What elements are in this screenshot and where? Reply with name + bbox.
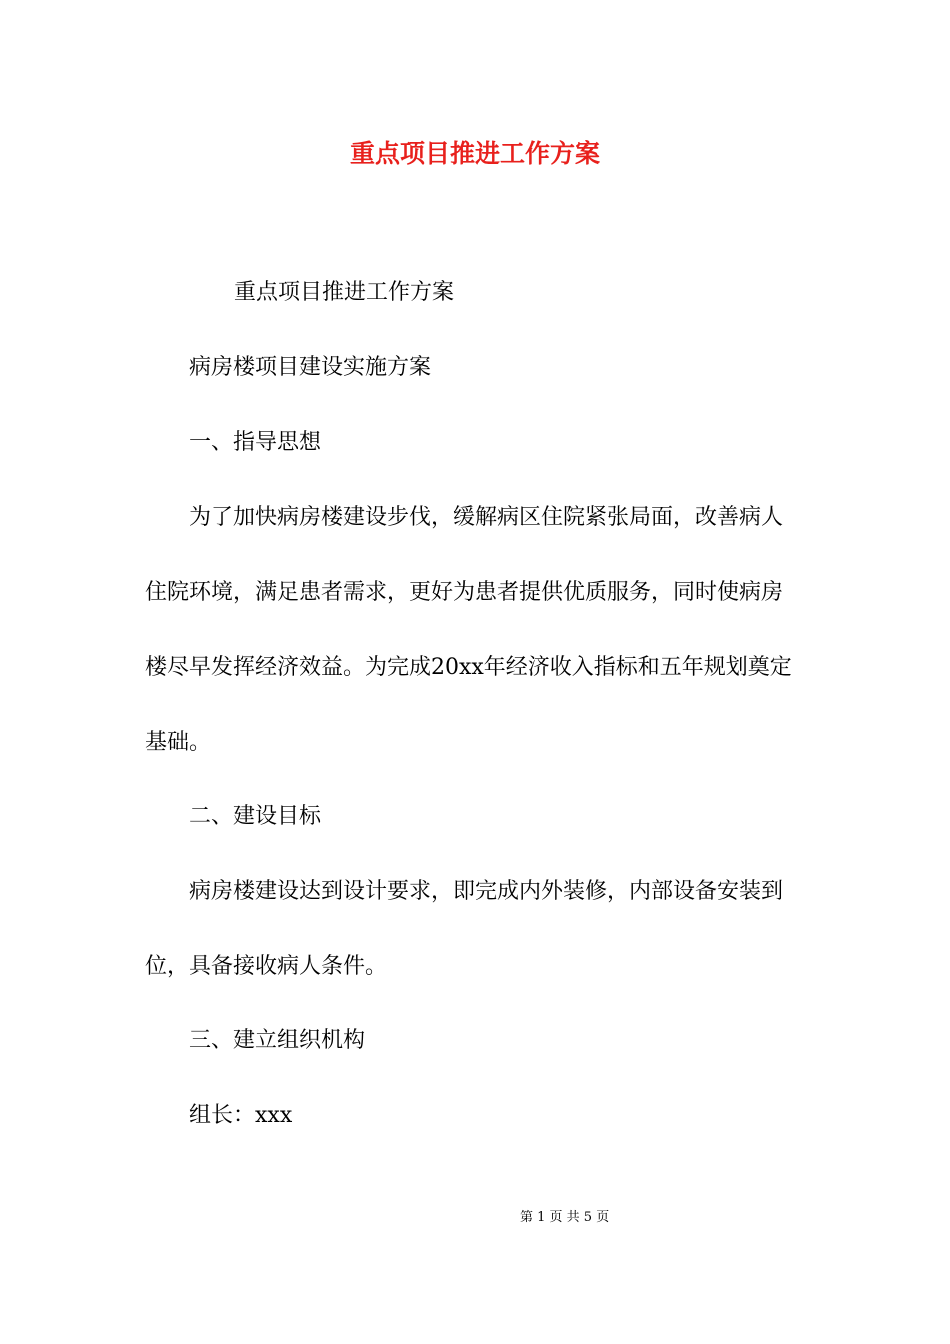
paragraph-line: 住院环境，满足患者需求，更好为患者提供优质服务，同时使病房 (145, 580, 784, 605)
section-heading-2: 二、建设目标 (189, 804, 322, 829)
paragraph-line: 病房楼建设达到设计要求，即完成内外装修，内部设备安装到 (189, 879, 784, 904)
paragraph-line: 为了加快病房楼建设步伐，缓解病区住院紧张局面，改善病人 (189, 505, 784, 530)
paragraph-subtitle: 重点项目推进工作方案 (234, 280, 455, 305)
paragraph-heading: 病房楼项目建设实施方案 (189, 355, 432, 380)
paragraph-line: 位，具备接收病人条件。 (145, 954, 388, 979)
section-heading-1: 一、指导思想 (189, 430, 322, 455)
page-footer: 第 1 页 共 5 页 (520, 1210, 610, 1225)
document-title: 重点项目推进工作方案 (349, 139, 600, 168)
section-heading-3: 三、建立组织机构 (189, 1028, 366, 1053)
paragraph-line: 基础。 (145, 730, 212, 755)
paragraph-line: 组长：xxx (189, 1103, 293, 1128)
paragraph-line: 楼尽早发挥经济效益。为完成20xx年经济收入指标和五年规划奠定 (145, 655, 792, 680)
